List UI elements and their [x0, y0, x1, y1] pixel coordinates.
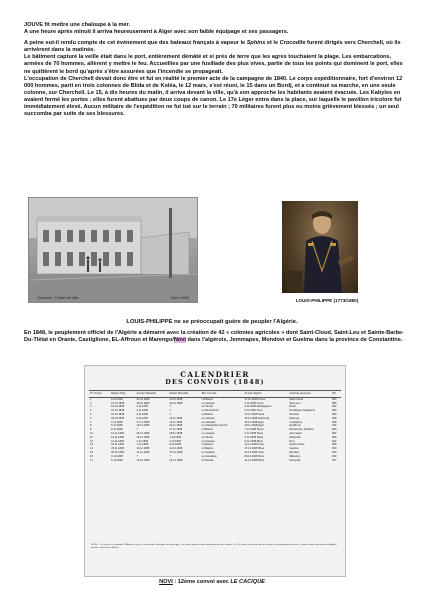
- table-cell: 6.12.1848: [111, 458, 123, 462]
- table-cell: 21.11.1848: [169, 420, 183, 424]
- table-cell: 28.11.1848 Alger: [244, 424, 264, 428]
- convoy-table-header-cell: N° Convoi: [89, 391, 110, 398]
- table-cell: 7: [90, 420, 92, 424]
- table-cell: 8.12.1848: [169, 443, 181, 447]
- table-cell: 28.11.1848: [169, 431, 183, 435]
- table-cell: 9.11.1848: [111, 428, 123, 432]
- table-cell: 24.12.1848: [169, 458, 183, 462]
- convoy-table-header-cell: Arrivée Marseille: [135, 391, 168, 398]
- table-cell: Saint-Cloud: [289, 397, 303, 401]
- table-cell: 15.10.1848: [111, 401, 125, 405]
- table-cell: ?: [136, 454, 138, 458]
- table-cell: St-Affrique Castiglione: [289, 409, 316, 413]
- ship-name-crocodile: Crocodile: [279, 40, 306, 47]
- portrait-caption: LOUIS-PHILIPPE (1773/1850): [295, 298, 359, 303]
- table-cell: L'Infernale: [201, 458, 214, 462]
- bottom-caption: [0, 579, 424, 585]
- table-cell: 13.11.1848 Stora: [244, 412, 265, 416]
- paragraph-2-seg: et le: [265, 40, 280, 47]
- table-cell: 16.11.1848 Sidi-Fredj: [244, 416, 270, 420]
- table-cell: Millesimo: [289, 454, 301, 458]
- table-cell: 822: [332, 405, 337, 409]
- portrait-illustration: [282, 201, 358, 293]
- paragraph-1-line-2: A une heure après minuit il arriva heureusement à Alger avec son faible équipage et ses passagers.: [24, 29, 289, 36]
- photo-caption-right: (Vers 1900): [170, 296, 189, 300]
- table-cell: 806: [332, 435, 337, 439]
- table-cell: El-Affroun: [289, 424, 301, 428]
- paragraph-1: [24, 22, 408, 36]
- table-cell: ?: [136, 428, 138, 432]
- calendar-subtitle: DES CONVOIS (1848): [165, 378, 265, 386]
- table-cell: 12.12.1848: [169, 447, 183, 451]
- table-cell: L'Albatros: [201, 397, 214, 401]
- table-cell: 1: [90, 397, 92, 401]
- table-cell: Heliopolis: [289, 458, 301, 462]
- calendar-title: CALENDRIER: [180, 370, 250, 379]
- table-cell: 2.11.1848 Arzew: [244, 401, 264, 405]
- table-cell: 19.11.1848: [136, 424, 150, 428]
- table-cell: 29.11.1848: [136, 435, 150, 439]
- paragraph-colonies-before: En 1848, le peuplement officiel de l'Algérie a démarré avec la création de 42 « colonies agricoles » dont Saint-Cloud, Saint-Leu et Sainte-Barbe-Du-Tlélat en Oranie, Castiglione, EL-Affroun et Marengo/: [24, 330, 404, 344]
- photos-row: [28, 197, 398, 315]
- table-cell: 12.12.1848 Oran: [244, 443, 264, 447]
- paragraph-colonies-after: dans l'algérois, Jemmapes, Mondovi et Guelma dans la province de Constantine.: [185, 337, 403, 344]
- table-cell: 20.12.1848 Oran: [244, 450, 264, 454]
- table-cell: 28.10.1848: [136, 401, 150, 405]
- table-cell: Mondovi: [289, 412, 300, 416]
- table-cell: 839: [332, 454, 337, 458]
- convoy-table-header-cell: Départ Marseille: [168, 391, 200, 398]
- table-cell: 17: [90, 458, 93, 462]
- table-cell: 853: [332, 397, 337, 401]
- table-cell: 8.12.1848 Bône: [244, 439, 263, 443]
- table-cell: L'Albatros: [201, 428, 214, 432]
- caption-middle: : 12ème convoi avec: [172, 579, 231, 585]
- table-cell: 30.10.1848: [169, 401, 183, 405]
- table-cell: Saint-Leu: [289, 401, 301, 405]
- table-cell: Novi: [289, 439, 295, 443]
- table-cell: Le Pluvier: [201, 405, 214, 409]
- table-cell: L'Albatros: [201, 412, 214, 416]
- table-cell: 31.12.1848 Bône: [244, 458, 265, 462]
- table-cell: 3.12.1848 Stora: [244, 431, 263, 435]
- ship-name-sphinx: Sphinx: [246, 40, 266, 47]
- table-cell: 15: [90, 450, 93, 454]
- convoy-table: [89, 390, 341, 462]
- table-cell: 17.11.1848: [136, 420, 150, 424]
- table-cell: Le Cacique: [201, 401, 215, 405]
- paragraph-colonies: [24, 330, 408, 344]
- table-cell: 3.12.1848: [111, 454, 123, 458]
- table-cell: 2: [90, 401, 92, 405]
- table-row: [89, 459, 341, 463]
- table-cell: 10.12.1848: [136, 447, 150, 451]
- table-cell: ?: [169, 412, 171, 416]
- table-cell: ?: [169, 454, 171, 458]
- photo-caption: [37, 296, 189, 300]
- convoy-table-header-cell: Départ Paris: [110, 391, 135, 398]
- table-cell: Le Cacique: [201, 439, 215, 443]
- table-cell: 4: [90, 409, 92, 413]
- table-cell: 26.11.1848: [111, 447, 124, 451]
- table-cell: 868: [332, 420, 337, 424]
- table-cell: 825: [332, 443, 337, 447]
- table-cell: ?: [169, 409, 171, 413]
- table-cell: Le Caméléon: [201, 454, 218, 458]
- paragraph-2-seg: furent dirigés vers Cherchell, où ils arrivèrent dans la matinée.: [24, 40, 401, 54]
- table-cell: Montenotte, Ponteba: [289, 428, 314, 432]
- table-cell: 30.11.1848: [111, 450, 124, 454]
- convoy-table-header-cell: Bat. Convoie: [201, 391, 244, 398]
- table-cell: 14.12.1848: [136, 450, 150, 454]
- table-cell: 17.12.1848: [169, 450, 183, 454]
- table-cell: 9.11.1848: [136, 416, 148, 420]
- table-cell: 2.11.1848: [111, 420, 123, 424]
- table-cell: 826: [332, 412, 337, 416]
- table-cell: 26.10.1848: [111, 412, 125, 416]
- table-cell: 22.10.1848: [169, 397, 183, 401]
- table-cell: 10: [90, 431, 93, 435]
- table-cell: 1.12.1848 Tenes: [244, 428, 264, 432]
- table-cell: 5.12.1848 Stora: [244, 435, 263, 439]
- paragraph-4: L'occupation de Cherchell devait donc être et fut en réalité le premier acte de la campagne de 1840. Le corps expéditionnaire, fort d'environ 12 000 hommes, parti en trois colonnes de Blida et de Koléa, le 12 mars, s'est réuni, le 15 dans un Bordj, et a continué sa marche, en une seule colonne, sur Cherchell. Le 15, à dix heures du matin, il arriva devant la ville, qu'à son approche les habitants avaient évacuée. Les Kabyles en avaient fermé les portes ; elles furent abattues par deux coups de canon. Le 17e Léger entra dans la place, sur laquelle le pavillon tricolore fut immédiatement élevé. Aucun militaire de l'expédition ne fut tué sur le terrain ; 70 militaires furent plus ou moins grièvement blessés ; un seul succomba par suite de ses blessures.: [24, 75, 403, 118]
- table-cell: 7.12.1848: [136, 443, 149, 447]
- caption-ship: LE CACIQUE: [230, 579, 265, 585]
- table-cell: 820: [332, 447, 337, 451]
- table-cell: 2.11.1848: [136, 405, 148, 409]
- convoy-table-header-cell: Eff.: [331, 391, 341, 398]
- caption-novi: NOVI: [159, 579, 173, 585]
- table-cell: 14: [90, 447, 93, 451]
- table-cell: Jemmapes: [289, 431, 303, 435]
- table-cell: Le Cacique: [201, 450, 215, 454]
- table-cell: 22.10.1848: [111, 409, 125, 413]
- table-cell: Mondovi: [289, 450, 300, 454]
- table-cell: 9.11.1848 Oran: [244, 409, 263, 413]
- table-cell: 11: [90, 435, 93, 439]
- table-cell: L'Albatros: [201, 443, 214, 447]
- table-cell: 16: [90, 454, 93, 458]
- table-cell: 4.12.1848: [169, 439, 181, 443]
- town-hall-illustration: [29, 198, 197, 302]
- section-heading: LOUIS-PHILIPPE ne se préoccupait guère de peupler l'Algérie.: [126, 319, 298, 325]
- table-cell: 13.11.1848: [169, 416, 183, 420]
- paragraph-2: [24, 40, 408, 118]
- table-cell: 26.11.1848: [136, 431, 150, 435]
- table-cell: 12: [90, 439, 93, 443]
- convoy-calendar-image: [84, 365, 346, 577]
- table-cell: 27.10.1848 Arzew: [244, 397, 266, 401]
- convoy-table-header: [89, 391, 341, 398]
- table-cell: 822: [332, 431, 337, 435]
- table-cell: Le Cacique: [201, 431, 215, 435]
- table-cell: 26.11.1848 Alger: [244, 420, 264, 424]
- table-cell: L'Albatros: [201, 447, 214, 451]
- paragraph-1-line-1: JOUVE fit mettre une chaloupe à la mer.: [24, 22, 131, 28]
- document-body: [24, 22, 408, 122]
- table-cell: 9: [90, 428, 92, 432]
- table-cell: 13: [90, 443, 93, 447]
- table-cell: 19.11.1848: [111, 439, 124, 443]
- table-cell: 816: [332, 424, 337, 428]
- table-cell: Le Labrador: [201, 420, 216, 424]
- table-cell: 24.11.1848: [169, 424, 183, 428]
- table-cell: 19.12.1848: [136, 458, 150, 462]
- convoy-table-header-cell: Arrivée Algérie: [244, 391, 289, 398]
- table-cell: Le Cacique: [201, 416, 215, 420]
- table-cell: Rivoli: [289, 405, 296, 409]
- table-cell: 27.11.1848: [169, 428, 183, 432]
- table-cell: Zurich Arzew: [289, 443, 305, 447]
- calendar-notes: NOTA. — Le convoi Le Labrador, L'Albatros n'a pas, à son arrivée, débarqué ses passagers ; ils furent conduits à leur destination par des voitures. Le 17e convoi, une partie de ses colons a été transportée par terre. Certains colons sont arrivés en Algérie par des convois non officiels.: [91, 544, 337, 549]
- table-cell: 21.10.1848: [136, 397, 150, 401]
- table-cell: 23.11.1848: [111, 443, 124, 447]
- paragraph-3: Le bâtiment capturé la veille était dans le port, entièrement démâté et si près de terre que les agres touchaient la plage. Les embarcations, armées de 70 hommes, allèrent y mettre le feu. Accueillies par une fusillade des plus vives, partie de tous les points qui dominent le port, elles ne quittèrent le bord qu'après s'être assurées que l'incendie se propageait.: [24, 54, 403, 75]
- table-cell: 1.12.1848: [169, 435, 181, 439]
- portrait-painting: [282, 201, 358, 293]
- table-cell: Guelma: [289, 447, 299, 451]
- table-cell: 17.12.1848 Bône: [244, 447, 265, 451]
- table-cell: ?: [169, 405, 171, 409]
- table-cell: 5: [90, 412, 92, 416]
- table-cell: Le Montezuma: [201, 409, 219, 413]
- table-cell: 16.11.1848: [111, 435, 124, 439]
- table-cell: 28.12.1848 Bône: [244, 454, 265, 458]
- photo-caption-left: Cherchell - L'Hôtel de Ville -: [37, 296, 81, 300]
- table-cell: Marengo: [289, 416, 300, 420]
- table-cell: 4.11.1848: [136, 409, 148, 413]
- table-cell: 3.11.1848 Mostaganem: [244, 405, 272, 409]
- town-hall-photo: [28, 197, 198, 303]
- table-cell: Le Pluvier: [201, 435, 214, 439]
- table-cell: 3: [90, 405, 92, 409]
- highlight-novi: Novi: [173, 337, 186, 344]
- table-cell: 822: [332, 439, 337, 443]
- table-cell: 815: [332, 450, 337, 454]
- table-cell: 5.11.1848: [111, 424, 123, 428]
- table-cell: 3.12.1848: [136, 439, 149, 443]
- convoy-table-body: [89, 397, 341, 462]
- table-cell: Castiglione: [289, 420, 303, 424]
- table-cell: 19.10.1848: [111, 405, 125, 409]
- table-cell: 8: [90, 424, 92, 428]
- table-cell: 8.10.1848: [111, 397, 123, 401]
- table-cell: 12.11.1848: [111, 431, 124, 435]
- table-cell: 29.10.1848: [111, 416, 125, 420]
- table-cell: 9.11.1848: [136, 412, 148, 416]
- table-cell: 820: [332, 428, 337, 432]
- table-cell: Le Christophe Colomb: [201, 424, 228, 428]
- table-cell: 6: [90, 416, 92, 420]
- table-cell: 838: [332, 416, 337, 420]
- convoy-table-header-cell: Colonies pourvues: [288, 391, 331, 398]
- table-cell: 830: [332, 409, 337, 413]
- table-cell: Héliopolis: [289, 435, 301, 439]
- paragraph-2-seg: A peine eut-il rendu compte de cet événement que des bateaux français à vapeur le: [24, 40, 247, 47]
- table-cell: 855: [332, 401, 337, 405]
- table-cell: 567: [332, 458, 337, 462]
